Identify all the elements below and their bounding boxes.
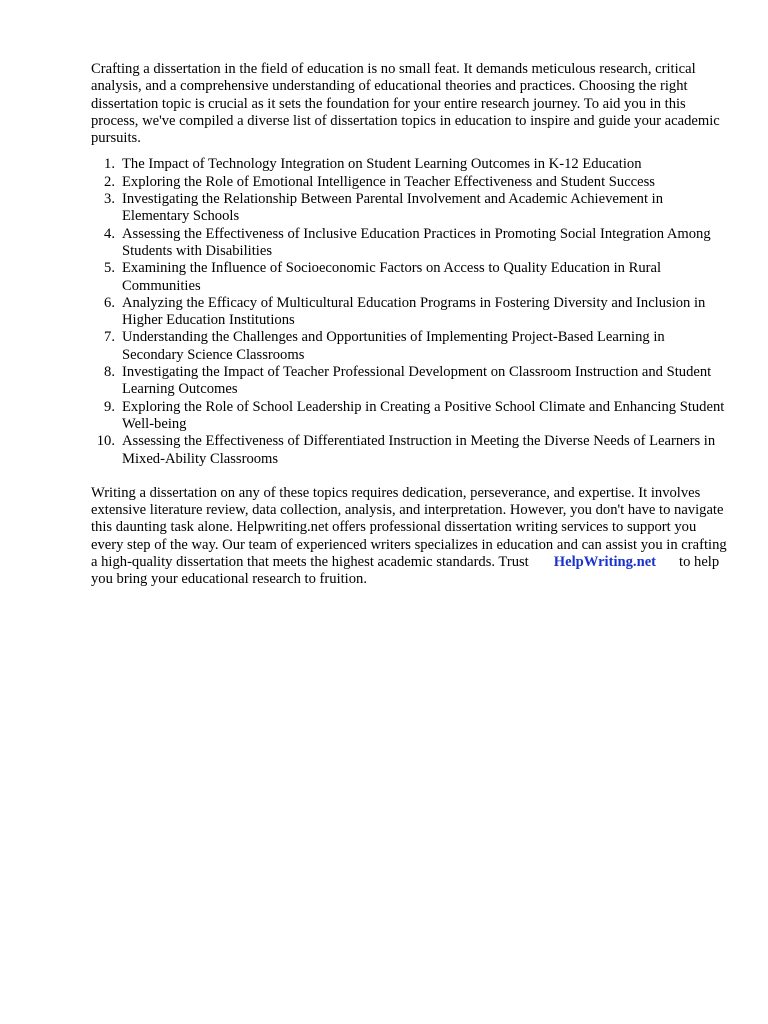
topic-text: Understanding the Challenges and Opportunities of Implementing Project-Based Learning in Secondary Science Classrooms (122, 329, 665, 363)
topic-item (91, 329, 727, 364)
helpwriting-link[interactable]: HelpWriting.net (553, 554, 657, 571)
topic-item (91, 260, 727, 295)
topic-item (91, 399, 727, 434)
topic-number: 8. (104, 364, 115, 381)
topic-item (91, 174, 727, 191)
topic-item (91, 364, 727, 399)
topic-text: Exploring the Role of School Leadership in Creating a Positive School Climate and Enhancing Student Well-being (122, 398, 725, 432)
topic-number: 2. (104, 173, 115, 190)
topic-number: 1. (104, 156, 115, 173)
topic-number: 10. (96, 433, 115, 450)
dissertation-topic-list (91, 156, 727, 467)
topic-text: Assessing the Effectiveness of Inclusive Education Practices in Promoting Social Integration Among Students with Disabilities (122, 225, 711, 259)
topic-number: 9. (104, 398, 115, 415)
topic-text: Analyzing the Efficacy of Multicultural Education Programs in Fostering Diversity and Inclusion in Higher Education Institutions (122, 294, 706, 329)
closing-text: Writing a dissertation on any of these topics requires dedication, perseverance, and expertise. It involves extensive literature review, data collection, analysis, and interpretation. However, you don't have to navigate this daunting task alone. Helpwriting.net offers professional dissertation writing services to support you every step of the way. Our team of experienced writers specializes in education and can assist you in crafting a high-quality dissertation that meets the highest academic standards. Trust (91, 484, 727, 571)
topic-number: 7. (104, 329, 115, 346)
intro-paragraph: Crafting a dissertation in the field of education is no small feat. It demands meticulous research, critical analysis, and a comprehensive understanding of educational theories and practices. Choosing the right dissertation topic is crucial as it sets the foundation for your entire research journey. To aid you in this process, we've compiled a diverse list of dissertation topics in education to inspire and guide your academic pursuits. (91, 61, 720, 147)
topic-item (91, 295, 727, 330)
document-page (91, 61, 727, 589)
topic-text: Investigating the Relationship Between Parental Involvement and Academic Achievement in Elementary Schools (122, 191, 664, 225)
topic-text: The Impact of Technology Integration on Student Learning Outcomes in K-12 Education (122, 156, 642, 173)
topic-number: 6. (104, 294, 115, 311)
topic-item (91, 433, 727, 468)
closing-paragraph (91, 485, 727, 589)
topic-number: 5. (104, 260, 115, 277)
topic-number: 3. (104, 191, 115, 208)
topic-text: Assessing the Effectiveness of Differentiated Instruction in Meeting the Diverse Needs of Learners in Mixed-Ability Classrooms (122, 433, 716, 467)
topic-number: 4. (104, 225, 115, 242)
topic-text: Exploring the Role of Emotional Intelligence in Teacher Effectiveness and Student Success (122, 173, 655, 190)
topic-text: Examining the Influence of Socioeconomic Factors on Access to Quality Education in Rural Communities (122, 260, 662, 294)
topic-item (91, 226, 727, 261)
topic-text: Investigating the Impact of Teacher Professional Development on Classroom Instruction and Student Learning Outcomes (122, 364, 712, 398)
topic-item (91, 156, 727, 173)
closing-after-link-text: to help you bring your educational research to fruition. (91, 554, 720, 588)
topic-item (91, 191, 727, 226)
